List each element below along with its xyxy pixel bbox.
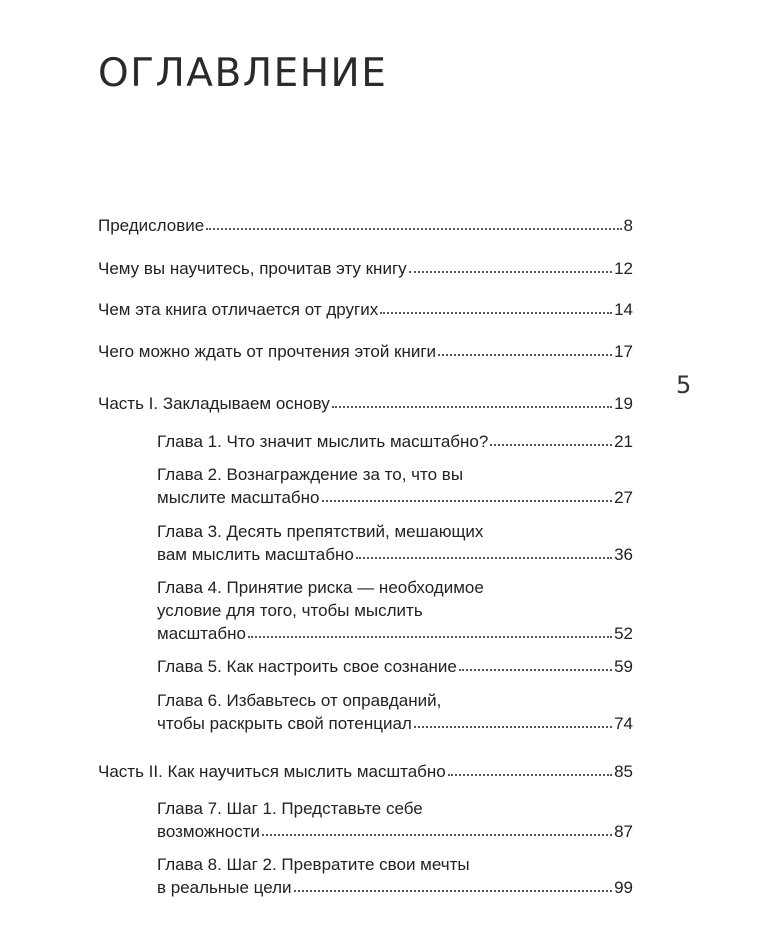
toc-page-number: 74 — [614, 714, 633, 733]
dot-leader — [409, 270, 612, 273]
dot-leader — [322, 499, 613, 502]
page-title: ОГЛАВЛЕНИЕ — [98, 51, 388, 96]
toc-entry-title-line: условие для того, чтобы мыслить — [157, 601, 423, 620]
toc-entry-title: Чем эта книга отличается от других — [98, 300, 379, 319]
dot-leader — [356, 556, 612, 559]
toc-entry-preface[interactable] — [98, 214, 633, 237]
toc-entry-title: Часть II. Как научиться мыслить масштабно — [98, 762, 446, 781]
toc-entry-title: Предисловие — [98, 216, 205, 235]
toc-page-number: 85 — [614, 762, 633, 781]
toc-entry-title: Чего можно ждать от прочтения этой книги — [98, 342, 437, 361]
dot-leader — [248, 635, 612, 638]
toc-entry-chapter-7[interactable] — [157, 797, 633, 843]
dot-leader — [414, 725, 612, 728]
dot-leader — [332, 405, 612, 408]
toc-page-number: 52 — [614, 624, 633, 643]
toc-entry-title: в реальные цели — [157, 878, 292, 897]
toc-page-number: 21 — [614, 432, 633, 451]
dot-leader — [459, 668, 612, 671]
toc-page-number: 12 — [614, 259, 633, 278]
toc-entry-title: возможности — [157, 822, 260, 841]
dot-leader — [262, 833, 612, 836]
toc-entry-part-1[interactable] — [98, 392, 633, 415]
toc-entry-title: вам мыслить масштабно — [157, 545, 354, 564]
toc-entry-what-you-learn[interactable] — [98, 257, 633, 280]
toc-entry-title: чтобы раскрыть свой потенциал — [157, 714, 412, 733]
toc-entry-chapter-1[interactable] — [157, 430, 633, 453]
toc-entry-chapter-6[interactable] — [157, 689, 633, 735]
toc-entry-title: Глава 1. Что значит мыслить масштабно? — [157, 432, 489, 451]
toc-entry-title: Часть I. Закладываем основу — [98, 394, 330, 413]
dot-leader — [490, 443, 612, 446]
toc-entry-title: Глава 5. Как настроить свое сознание — [157, 657, 457, 676]
toc-page-number: 99 — [614, 878, 633, 897]
page-number: 5 — [676, 371, 692, 399]
toc-entry-how-different[interactable] — [98, 298, 633, 321]
toc-entry-title: мыслите масштабно — [157, 488, 320, 507]
dot-leader — [438, 353, 612, 356]
toc-entry-chapter-4[interactable] — [157, 576, 633, 645]
toc-page-number: 59 — [614, 657, 633, 676]
dot-leader — [380, 311, 612, 314]
toc-entry-title: масштабно — [157, 624, 246, 643]
toc-entry-title-line: Глава 7. Шаг 1. Представьте себе — [157, 799, 423, 818]
toc-entry-title-line: Глава 3. Десять препятствий, мешающих — [157, 522, 484, 541]
toc-entry-title-line: Глава 2. Вознаграждение за то, что вы — [157, 465, 464, 484]
toc-page-number: 14 — [614, 300, 633, 319]
toc-entry-title: Чему вы научитесь, прочитав эту книгу — [98, 259, 407, 278]
toc-page-number: 19 — [614, 394, 633, 413]
toc-page-number: 87 — [614, 822, 633, 841]
dot-leader — [206, 227, 621, 230]
toc-entry-part-2[interactable] — [98, 760, 633, 783]
toc-entry-chapter-8[interactable] — [157, 853, 633, 899]
toc-entry-title-line: Глава 4. Принятие риска — необходимое — [157, 578, 484, 597]
dot-leader — [294, 889, 613, 892]
toc-page-number: 36 — [614, 545, 633, 564]
dot-leader — [448, 773, 612, 776]
toc-entry-chapter-3[interactable] — [157, 520, 633, 566]
toc-entry-chapter-2[interactable] — [157, 463, 633, 509]
toc-entry-chapter-5[interactable] — [157, 655, 633, 678]
toc-entry-title-line: Глава 6. Избавьтесь от оправданий, — [157, 691, 442, 710]
toc-page-number: 8 — [623, 216, 633, 235]
toc-entry-title-line: Глава 8. Шаг 2. Превратите свои мечты — [157, 855, 470, 874]
toc-page-number: 17 — [614, 342, 633, 361]
toc-page-number: 27 — [614, 488, 633, 507]
toc-entry-what-to-expect[interactable] — [98, 340, 633, 363]
